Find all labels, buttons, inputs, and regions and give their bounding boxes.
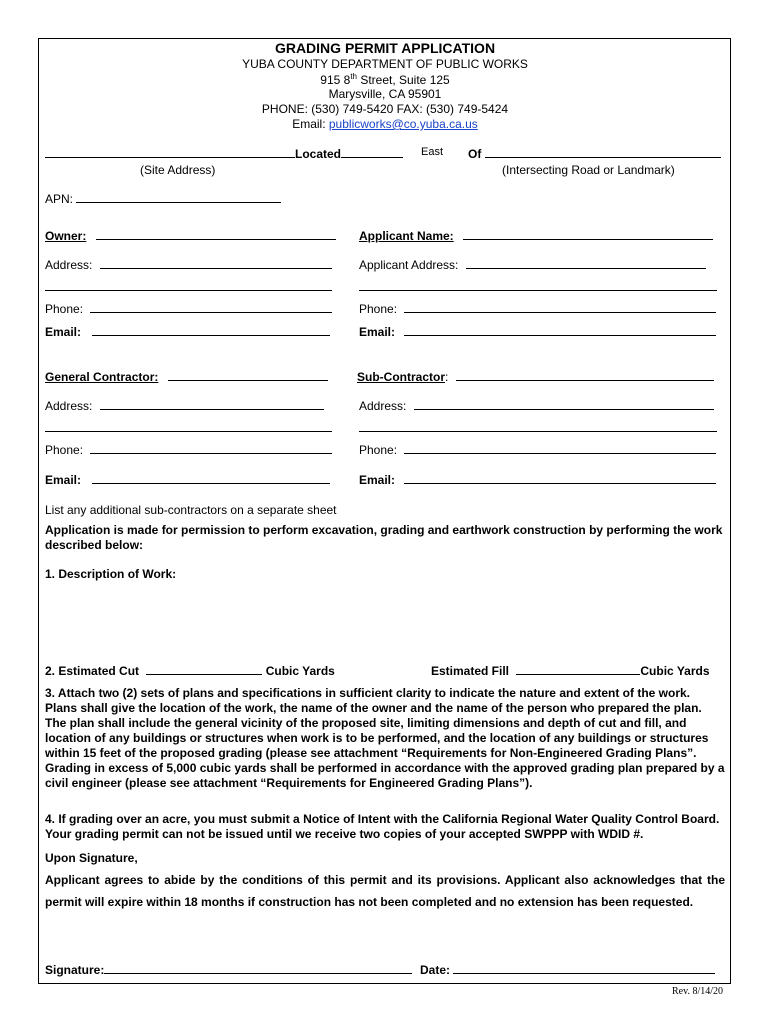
applicant-phone-label: Phone: [359, 302, 398, 316]
sc-phone-row [359, 443, 716, 457]
site-address-caption: (Site Address) [140, 163, 216, 177]
item-4-notice-of-intent: 4. If grading over an acre, you must submit a Notice of Intent with the California Regional Water Quality Control Board. Your grading permit can not be issued until we receive two copies of your accepted SWPPP with WDID #. [45, 812, 720, 841]
applicant-email-field[interactable] [404, 325, 716, 336]
sc-phone-label: Phone: [359, 443, 398, 457]
date-row [420, 963, 715, 977]
apn-row [45, 192, 281, 206]
sc-phone-field[interactable] [404, 443, 716, 454]
owner-email-row [45, 325, 330, 339]
owner-name-field[interactable] [96, 229, 336, 240]
gc-email-label: Email: [45, 473, 82, 487]
general-contractor-field[interactable] [168, 370, 328, 381]
apn-field[interactable] [76, 192, 281, 203]
estimated-fill-label: Estimated Fill [431, 664, 510, 678]
owner-email-field[interactable] [92, 325, 330, 336]
intersecting-road-caption: (Intersecting Road or Landmark) [502, 163, 675, 177]
owner-phone-row [45, 302, 332, 316]
applicant-phone-field[interactable] [404, 302, 716, 313]
sc-email-row [359, 473, 716, 487]
cut-units-label: Cubic Yards [265, 664, 335, 678]
applicant-email-label: Email: [359, 325, 396, 339]
application-statement: Application is made for permission to perform excavation, grading and earthwork construction by performing the work described below: [45, 523, 723, 552]
gc-address-row [45, 399, 324, 413]
sc-address-row [359, 399, 714, 413]
department-city: Marysville, CA 95901 [328, 87, 442, 101]
located-distance-field[interactable] [341, 147, 403, 158]
owner-phone-field[interactable] [90, 302, 332, 313]
estimated-fill-row [431, 664, 710, 678]
revision-date: Rev. 8/14/20 [672, 986, 724, 997]
applicant-email-row [359, 325, 716, 339]
direction-value: East [421, 146, 444, 158]
gc-email-row [45, 473, 330, 487]
owner-email-label: Email: [45, 325, 82, 339]
located-label: Located [295, 147, 342, 161]
gc-address-line2[interactable] [45, 431, 332, 432]
owner-address-row [45, 258, 332, 272]
sc-address-field[interactable] [414, 399, 714, 410]
owner-row [45, 229, 336, 243]
date-field[interactable] [453, 963, 715, 974]
sc-address-label: Address: [359, 399, 407, 413]
applicant-name-field[interactable] [463, 229, 713, 240]
of-row [468, 147, 721, 161]
applicant-address-field[interactable] [466, 258, 706, 269]
sc-email-field[interactable] [404, 473, 716, 484]
description-of-work-label: 1. Description of Work: [45, 567, 177, 581]
gc-phone-field[interactable] [90, 443, 332, 454]
estimated-cut-label: 2. Estimated Cut [45, 664, 140, 678]
description-of-work-area[interactable] [45, 588, 725, 650]
applicant-address-label: Applicant Address: [359, 258, 459, 272]
department-email-link[interactable]: publicworks@co.yuba.ca.us [328, 117, 478, 131]
of-label: Of [468, 147, 482, 161]
gc-email-field[interactable] [92, 473, 330, 484]
gc-phone-row [45, 443, 332, 457]
form-title: GRADING PERMIT APPLICATION [274, 40, 496, 56]
apn-label: APN: [45, 192, 74, 206]
gc-phone-label: Phone: [45, 443, 84, 457]
intersecting-road-field[interactable] [485, 147, 721, 158]
gc-address-field[interactable] [100, 399, 324, 410]
sub-contractor-row: Sub-Contractor: [357, 370, 714, 384]
gc-address-label: Address: [45, 399, 93, 413]
signature-field[interactable] [104, 963, 412, 974]
date-label: Date: [420, 963, 451, 977]
sc-email-label: Email: [359, 473, 396, 487]
department-phone-fax: PHONE: (530) 749-5420 FAX: (530) 749-5424 [261, 102, 509, 116]
owner-address-line2[interactable] [45, 290, 332, 291]
applicant-heading: Applicant Name: [359, 229, 454, 243]
sub-contractor-heading: Sub-Contractor [357, 370, 445, 384]
site-address-field[interactable] [45, 147, 295, 158]
estimated-cut-row [45, 664, 335, 678]
fill-units-label: Cubic Yards [640, 664, 710, 678]
applicant-agreement: Applicant agrees to abide by the conditions of this permit and its provisions. Applicant also acknowledges that the permit will expire within 18 months if construction has not been completed and no extension has been requested. [45, 873, 725, 909]
owner-address-label: Address: [45, 258, 93, 272]
applicant-phone-row [359, 302, 716, 316]
item-3-plans-requirement: 3. Attach two (2) sets of plans and specifications in sufficient clarity to indicate the nature and extent of the work. Plans shall give the location of the work, the name of the owner and the name of the person who prepared the plan. The plan shall include the general vicinity of the proposed site, limiting dimensions and depth of cut and fill, and location of any buildings or structures when work is to be performed, and the location of any buildings or structures within 15 feet of the proposed grading (please see attachment “Requirements for Non-Engineered Grading Plans”. Grading in excess of 5,000 cubic yards shall be performed in accordance with the approved grading plan prepared by a civil engineer (please see attachment “Requirements for Engineered Grading Plans”). [45, 686, 725, 790]
applicant-address-row [359, 258, 706, 272]
upon-signature-heading: Upon Signature, [45, 851, 138, 865]
email-label: Email: [292, 117, 326, 131]
applicant-row [359, 229, 713, 243]
site-location-row [45, 147, 403, 161]
owner-address-field[interactable] [100, 258, 332, 269]
general-contractor-row [45, 370, 328, 384]
department-name: YUBA COUNTY DEPARTMENT OF PUBLIC WORKS [242, 57, 528, 71]
estimated-fill-field[interactable] [516, 664, 640, 675]
general-contractor-heading: General Contractor: [45, 370, 159, 384]
sc-address-line2[interactable] [359, 431, 717, 432]
sub-contractor-field[interactable] [456, 370, 714, 381]
owner-phone-label: Phone: [45, 302, 84, 316]
owner-heading: Owner: [45, 229, 87, 243]
estimated-cut-field[interactable] [146, 664, 262, 675]
applicant-address-line2[interactable] [359, 290, 717, 291]
signature-row [45, 963, 412, 977]
department-street: 915 8th Street, Suite 125 [320, 72, 450, 87]
additional-subcontractors-note: List any additional sub-contractors on a separate sheet [45, 503, 337, 517]
signature-label: Signature: [45, 963, 105, 977]
department-email-row [0, 117, 770, 131]
